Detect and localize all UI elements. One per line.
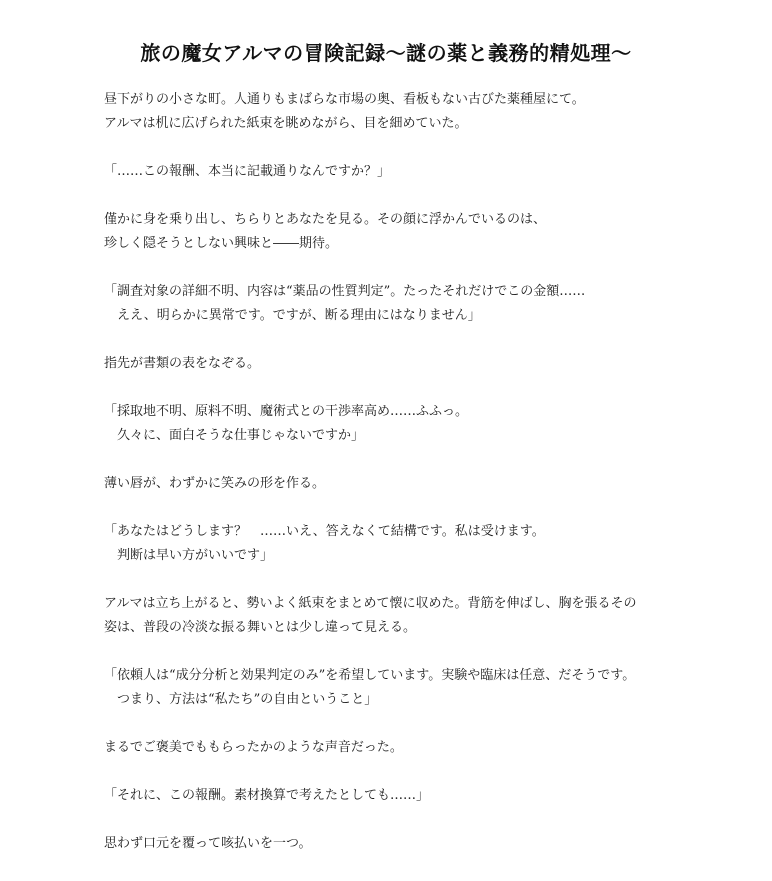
- text-line: 姿は、普段の冷淡な振る舞いとは少し違って見える。: [104, 620, 417, 635]
- text-line: 僅かに身を乗り出し、ちらりとあなたを見る。その顔に浮かんでいるのは、: [104, 212, 547, 227]
- text-line: 思わず口元を覆って咳払いを一つ。: [104, 836, 312, 851]
- text-line: 指先が書類の表をなぞる。: [104, 356, 261, 371]
- paragraph-gap: [104, 712, 714, 736]
- text-line: 「調査対象の詳細不明、内容は“薬品の性質判定”。たったそれだけでこの金額……: [104, 284, 586, 299]
- text-line: ええ、明らかに異常です。ですが、断る理由にはなりません」: [104, 308, 481, 323]
- paragraph: [104, 472, 714, 496]
- text-line: 「あなたはどうします？ ……いえ、答えなくて結構です。私は受けます。: [104, 524, 545, 539]
- paragraph: [104, 592, 714, 640]
- paragraph-gap: [104, 640, 714, 664]
- text-line: 「……この報酬、本当に記載通りなんですか？」: [104, 164, 391, 179]
- paragraph-gap: [104, 184, 714, 208]
- text-line: 薄い唇が、わずかに笑みの形を作る。: [104, 476, 326, 491]
- paragraph: [104, 520, 714, 568]
- paragraph-gap: [104, 808, 714, 832]
- paragraph: [104, 736, 714, 760]
- paragraph-gap: [104, 568, 714, 592]
- paragraph: [104, 352, 714, 376]
- paragraph-gap: [104, 448, 714, 472]
- paragraph: [104, 160, 714, 184]
- text-line: アルマは机に広げられた紙束を眺めながら、目を細めていた。: [104, 116, 468, 131]
- paragraph-gap: [104, 256, 714, 280]
- paragraph-gap: [104, 496, 714, 520]
- text-line: 「それに、この報酬。素材換算で考えたとしても……」: [104, 788, 430, 803]
- document-title: 旅の魔女アルマの冒険記録〜謎の薬と義務的精処理〜: [140, 41, 632, 66]
- paragraph: [104, 88, 714, 136]
- paragraph-gap: [104, 760, 714, 784]
- paragraph: [104, 208, 714, 256]
- text-line: 珍しく隠そうとしない興味と――期待。: [104, 236, 339, 251]
- text-line: 「採取地不明、原料不明、魔術式との干渉率高め……ふふっ。: [104, 404, 469, 419]
- paragraph: [104, 664, 714, 712]
- document-body: [104, 88, 714, 856]
- paragraph: [104, 400, 714, 448]
- text-line: 「依頼人は“成分分析と効果判定のみ”を希望しています。実験や臨床は任意、だそうです。: [104, 668, 636, 683]
- paragraph: [104, 280, 714, 328]
- text-line: つまり、方法は“私たち”の自由ということ」: [104, 692, 378, 707]
- text-line: まるでご褒美でももらったかのような声音だった。: [104, 740, 403, 755]
- paragraph-gap: [104, 376, 714, 400]
- text-line: 昼下がりの小さな町。人通りもまばらな市場の奥、看板もない古びた薬種屋にて。: [104, 92, 585, 107]
- text-line: 久々に、面白そうな仕事じゃないですか」: [104, 428, 365, 443]
- paragraph: [104, 832, 714, 856]
- paragraph: [104, 784, 714, 808]
- paragraph-gap: [104, 136, 714, 160]
- text-line: 判断は早い方がいいです」: [104, 548, 274, 563]
- paragraph-gap: [104, 328, 714, 352]
- text-line: アルマは立ち上がると、勢いよく紙束をまとめて懐に収めた。背筋を伸ばし、胸を張るその: [104, 596, 637, 611]
